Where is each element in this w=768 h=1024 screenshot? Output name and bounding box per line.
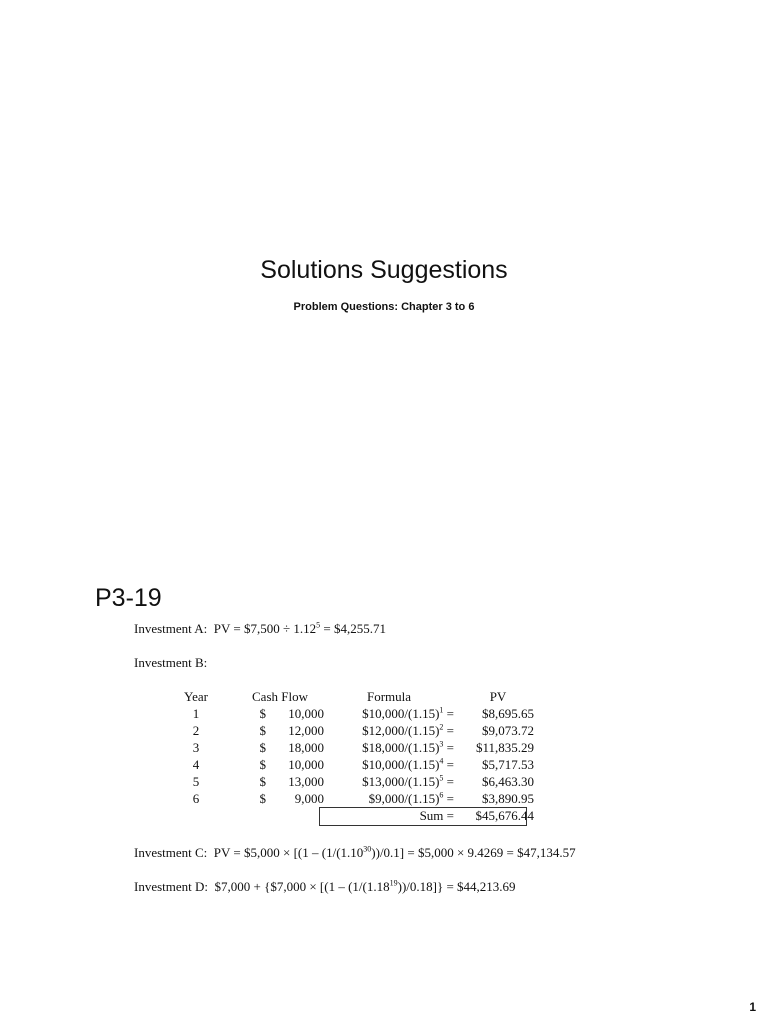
row-currency: $ bbox=[259, 757, 266, 772]
header-formula: Formula bbox=[366, 689, 412, 704]
investment-c-line bbox=[134, 845, 576, 861]
row-year: 5 bbox=[192, 774, 200, 789]
investment-b-table bbox=[176, 688, 538, 824]
investment-a-line bbox=[134, 621, 386, 637]
row-pv: $6,463.30 bbox=[482, 774, 534, 789]
table-row bbox=[176, 756, 538, 773]
investment-a-exponent: 5 bbox=[316, 620, 321, 630]
row-formula-exponent: 6 bbox=[439, 790, 444, 800]
header-pv: PV bbox=[489, 689, 507, 704]
page-title: Solutions Suggestions bbox=[260, 256, 508, 284]
row-formula-base: $10,000/(1.15) bbox=[362, 706, 440, 721]
row-currency: $ bbox=[259, 774, 266, 789]
table-row bbox=[176, 790, 538, 807]
page-subtitle: Problem Questions: Chapter 3 to 6 bbox=[293, 301, 475, 313]
row-currency: $ bbox=[259, 791, 266, 806]
investment-a-result: = $4,255.71 bbox=[320, 621, 386, 636]
row-amount: 10,000 bbox=[288, 706, 324, 721]
row-year: 3 bbox=[192, 740, 200, 755]
table-row bbox=[176, 705, 538, 722]
row-formula-exponent: 2 bbox=[439, 722, 444, 732]
page-number: 1 bbox=[749, 1000, 756, 1014]
section-heading: P3-19 bbox=[95, 584, 162, 612]
table-row bbox=[176, 773, 538, 790]
row-amount: 10,000 bbox=[288, 757, 324, 772]
row-amount: 18,000 bbox=[288, 740, 324, 755]
row-formula-equals: = bbox=[443, 791, 454, 806]
investment-a-label: Investment A: bbox=[134, 621, 208, 636]
row-formula-base: $13,000/(1.15) bbox=[362, 774, 440, 789]
row-pv: $3,890.95 bbox=[482, 791, 534, 806]
investment-a-formula: PV = $7,500 ÷ 1.12 bbox=[213, 621, 317, 636]
row-formula bbox=[324, 756, 462, 773]
row-formula-equals: = bbox=[443, 706, 454, 721]
investment-d-exponent: 19 bbox=[389, 878, 398, 888]
row-currency: $ bbox=[259, 723, 266, 738]
row-amount: 9,000 bbox=[294, 791, 324, 806]
row-formula-base: $12,000/(1.15) bbox=[362, 723, 440, 738]
sum-box bbox=[319, 807, 527, 826]
sum-value: $45,676.44 bbox=[475, 808, 534, 823]
investment-d-label: Investment D: bbox=[134, 879, 209, 894]
row-formula-base: $9,000/(1.15) bbox=[368, 791, 440, 806]
row-formula-equals: = bbox=[443, 774, 454, 789]
investment-c-formula: PV = $5,000 × [(1 – (1/(1.10 bbox=[213, 845, 364, 860]
row-currency: $ bbox=[259, 706, 266, 721]
investment-d-line bbox=[134, 879, 516, 895]
row-amount: 13,000 bbox=[288, 774, 324, 789]
header-year: Year bbox=[184, 689, 208, 704]
investment-c-result: ))/0.1] = $5,000 × 9.4269 = $47,134.57 bbox=[371, 845, 576, 860]
row-pv: $5,717.53 bbox=[482, 757, 534, 772]
row-formula-exponent: 5 bbox=[439, 773, 444, 783]
sum-label: Sum = bbox=[419, 808, 454, 823]
table-row bbox=[176, 722, 538, 739]
row-year: 1 bbox=[192, 706, 200, 721]
row-year: 6 bbox=[192, 791, 200, 806]
row-currency: $ bbox=[259, 740, 266, 755]
investment-b-label: Investment B: bbox=[134, 655, 208, 670]
investment-c-label: Investment C: bbox=[134, 845, 208, 860]
investment-c-exponent: 30 bbox=[363, 844, 372, 854]
investment-d-formula: $7,000 + {$7,000 × [(1 – (1/(1.18 bbox=[214, 879, 390, 894]
row-formula-equals: = bbox=[443, 757, 454, 772]
table-row bbox=[176, 739, 538, 756]
row-pv: $11,835.29 bbox=[475, 740, 534, 755]
row-amount: 12,000 bbox=[288, 723, 324, 738]
investment-d-result: ))/0.18]} = $44,213.69 bbox=[397, 879, 516, 894]
row-formula-base: $10,000/(1.15) bbox=[362, 757, 440, 772]
row-formula-exponent: 3 bbox=[439, 739, 444, 749]
table-header-row bbox=[176, 688, 538, 705]
row-formula-exponent: 1 bbox=[439, 705, 444, 715]
row-year: 4 bbox=[192, 757, 200, 772]
row-formula-exponent: 4 bbox=[439, 756, 444, 766]
header-cash-flow: Cash Flow bbox=[252, 689, 308, 704]
row-formula-equals: = bbox=[443, 740, 454, 755]
row-formula-equals: = bbox=[443, 723, 454, 738]
row-pv: $9,073.72 bbox=[482, 723, 534, 738]
row-formula bbox=[324, 773, 462, 790]
row-year: 2 bbox=[192, 723, 200, 738]
row-formula bbox=[324, 722, 462, 739]
row-pv: $8,695.65 bbox=[482, 706, 534, 721]
row-formula-base: $18,000/(1.15) bbox=[362, 740, 440, 755]
row-formula bbox=[324, 790, 462, 807]
row-formula bbox=[324, 705, 462, 722]
row-formula bbox=[324, 739, 462, 756]
